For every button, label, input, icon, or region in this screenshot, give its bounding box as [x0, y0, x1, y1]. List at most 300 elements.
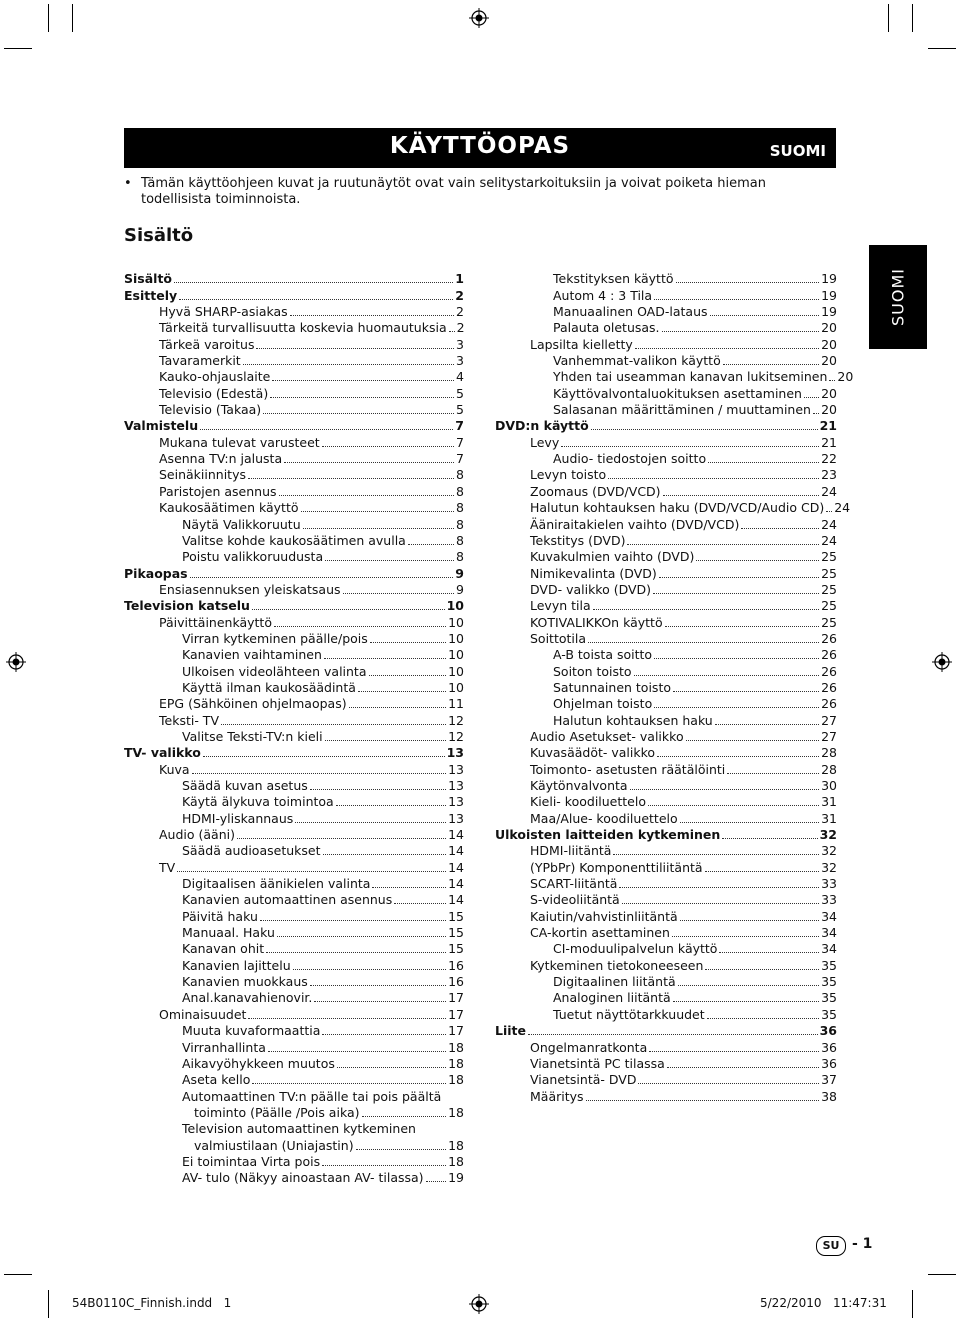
- toc-entry-page: 36: [821, 1055, 837, 1071]
- toc-entry-page: 9: [456, 581, 464, 597]
- toc-entry[interactable]: [495, 695, 837, 711]
- toc-entry-title: Säädä kuvan asetus: [182, 778, 308, 793]
- toc-entry-page: 26: [821, 647, 837, 663]
- toc-entry[interactable]: [495, 940, 837, 956]
- toc-entry-page: 10: [448, 647, 464, 663]
- toc-entry[interactable]: [124, 564, 464, 580]
- toc-leader-dots: [252, 1083, 446, 1084]
- toc-entry[interactable]: [495, 711, 837, 727]
- toc-entry[interactable]: [495, 597, 837, 613]
- toc-entry-title: Liite: [495, 1023, 526, 1039]
- crop-mark: [888, 4, 889, 32]
- toc-entry[interactable]: [124, 842, 464, 858]
- toc-entry-page: 13: [448, 778, 464, 793]
- toc-entry[interactable]: [495, 793, 837, 809]
- toc-leader-dots: [654, 658, 819, 659]
- toc-entry[interactable]: [124, 482, 464, 498]
- toc-entry[interactable]: [124, 401, 464, 417]
- toc-leader-dots: [663, 495, 820, 496]
- toc-leader-dots: [303, 528, 454, 529]
- toc-right-column: [495, 270, 854, 1104]
- toc-entry-title: Tärkeitä turvallisuutta koskevia huomautuksia: [159, 320, 447, 336]
- toc-entry-page: 3: [456, 353, 464, 369]
- toc-entry-title: Valmistelu: [124, 418, 199, 434]
- toc-entry-title: Soittotila: [530, 630, 587, 646]
- toc-entry[interactable]: [495, 809, 837, 825]
- toc-entry-title: Autom 4 : 3 Tila: [553, 287, 653, 303]
- toc-leader-dots: [301, 511, 455, 512]
- toc-entry[interactable]: [124, 793, 464, 809]
- toc-entry[interactable]: [495, 548, 837, 564]
- toc-entry[interactable]: [124, 989, 464, 1005]
- toc-entry-page: 18: [448, 1153, 464, 1169]
- toc-entry-page: 28: [821, 745, 837, 761]
- toc-entry[interactable]: [124, 907, 464, 923]
- toc-leader-dots: [325, 740, 447, 741]
- toc-entry[interactable]: [495, 989, 837, 1005]
- toc-entry-title: Halutun kohtauksen haku: [553, 712, 713, 728]
- toc-leader-dots: [266, 952, 446, 953]
- toc-entry[interactable]: [495, 891, 837, 907]
- toc-entry[interactable]: [495, 335, 837, 351]
- toc-entry-title: Kuvasäädöt- valikko: [530, 745, 656, 761]
- toc-entry[interactable]: [124, 499, 464, 515]
- toc-entry[interactable]: [124, 368, 464, 384]
- toc-entry-title: Tekstityksen käyttö: [553, 271, 674, 287]
- toc-entry[interactable]: [495, 532, 837, 548]
- toc-entry-page: 33: [821, 876, 837, 892]
- toc-entry-title: Yhden tai useamman kanavan lukitseminen: [553, 369, 828, 385]
- registration-mark-icon: [469, 1294, 489, 1314]
- side-tab-label: SUOMI: [888, 268, 908, 326]
- toc-leader-dots: [672, 936, 819, 937]
- toc-leader-dots: [203, 756, 445, 757]
- toc-entry-page: 26: [821, 696, 837, 712]
- toc-entry[interactable]: [124, 466, 464, 482]
- toc-leader-dots: [293, 969, 446, 970]
- crop-mark: [928, 1274, 956, 1275]
- language-label: SUOMI: [769, 142, 826, 160]
- toc-entry-title: Virranhallinta: [182, 1039, 266, 1055]
- toc-entry-title: Valitse kohde kaukosäätimen avulla: [182, 532, 406, 548]
- toc-entry-title: Zoomaus (DVD/VCD): [530, 483, 661, 499]
- language-badge: SU: [816, 1236, 846, 1256]
- toc-entry[interactable]: [495, 613, 837, 629]
- toc-entry-page: 17: [448, 1023, 464, 1039]
- toc-entry-title: Poistu valikkoruudusta: [182, 549, 324, 565]
- toc-entry-title: Sisältö: [124, 271, 173, 287]
- toc-entry-title: (YPbPr) Komponenttiliitäntä: [530, 859, 703, 875]
- toc-entry-title: Määritys: [530, 1088, 584, 1104]
- toc-leader-dots: [705, 871, 820, 872]
- toc-entry-title: Ulkoisten laitteiden kytkeminen: [495, 827, 721, 843]
- toc-leader-dots: [356, 1149, 447, 1150]
- toc-entry[interactable]: [124, 875, 464, 891]
- note: [124, 176, 824, 208]
- toc-entry-title: Satunnainen toisto: [553, 679, 671, 695]
- toc-entry-page: 20: [837, 369, 854, 385]
- toc-entry[interactable]: [495, 581, 837, 597]
- toc-entry[interactable]: [495, 924, 837, 940]
- toc-entry[interactable]: [495, 858, 837, 874]
- toc-leader-dots: [678, 985, 819, 986]
- toc-entry-title: Ei toimintaa Virta pois: [182, 1153, 321, 1169]
- toc-entry[interactable]: [495, 1087, 837, 1103]
- toc-entry-page: 4: [456, 369, 464, 385]
- toc-leader-dots: [324, 658, 446, 659]
- toc-leader-dots: [719, 952, 819, 953]
- toc-entry[interactable]: [124, 826, 464, 842]
- toc-entry-title: Päivittäinenkäyttö: [159, 614, 272, 630]
- toc-entry[interactable]: [124, 1071, 464, 1087]
- toc-entry[interactable]: [124, 679, 464, 695]
- toc-entry-title: Tuetut näyttötarkkuudet: [553, 1006, 705, 1022]
- toc-entry-title: Halutun kohtauksen haku (DVD/VCD/Audio CD): [530, 500, 825, 516]
- toc-entry-title: Kaiutin/vahvistinliitäntä: [530, 908, 678, 924]
- toc-entry-title: valmiustilaan (Uniajastin): [194, 1137, 354, 1153]
- toc-entry-page: 12: [448, 712, 464, 728]
- toc-entry[interactable]: [124, 303, 464, 319]
- toc-entry-title: Palauta oletusas.: [553, 320, 660, 336]
- toc-entry-page: 26: [821, 663, 837, 679]
- toc-leader-dots: [648, 805, 819, 806]
- toc-entry-title: Käyttövalvontaluokituksen asettaminen: [553, 385, 802, 401]
- toc-entry[interactable]: [124, 924, 464, 940]
- toc-entry[interactable]: [495, 466, 837, 482]
- toc-entry[interactable]: [124, 1120, 464, 1136]
- toc-entry[interactable]: [495, 728, 837, 744]
- bullet: •: [124, 176, 132, 191]
- crop-mark: [48, 4, 49, 32]
- toc-leader-dots: [627, 544, 819, 545]
- toc-entry[interactable]: [124, 613, 464, 629]
- toc-entry-page: 8: [456, 500, 464, 516]
- toc-entry[interactable]: [495, 646, 837, 662]
- toc-entry[interactable]: [495, 564, 837, 580]
- toc-entry[interactable]: [495, 401, 837, 417]
- toc-entry-page: 16: [448, 974, 464, 990]
- toc-entry-title: Käytä älykuva toimintoa: [182, 794, 334, 810]
- toc-entry-title: HDMI-liitäntä: [530, 843, 612, 859]
- toc-left-column: [124, 270, 464, 1185]
- toc-entry-title: Ongelmanratkonta: [530, 1039, 648, 1055]
- toc-entry-title: AV- tulo (Näkyy ainoastaan AV- tilassa): [182, 1170, 424, 1186]
- toc-leader-dots: [372, 887, 446, 888]
- toc-leader-dots: [192, 773, 447, 774]
- toc-entry-title: TV- valikko: [124, 745, 201, 761]
- toc-entry[interactable]: [124, 744, 464, 760]
- toc-entry-title: Ominaisuudet: [159, 1006, 247, 1022]
- toc-leader-dots: [248, 478, 454, 479]
- toc-entry-page: 9: [455, 565, 464, 581]
- toc-entry-page: 1: [455, 271, 464, 287]
- toc-entry[interactable]: [495, 760, 837, 776]
- toc-entry-title: Kanavien vaihtaminen: [182, 647, 322, 663]
- toc-entry-title: Analoginen liitäntä: [553, 990, 671, 1006]
- toc-entry[interactable]: [124, 1153, 464, 1169]
- toc-entry[interactable]: [495, 1005, 837, 1021]
- toc-entry-page: 14: [448, 843, 464, 859]
- toc-entry[interactable]: [495, 1022, 837, 1038]
- toc-entry[interactable]: [124, 515, 464, 531]
- toc-entry[interactable]: [495, 1038, 837, 1054]
- toc-entry-title: CA-kortin asettaminen: [530, 925, 670, 941]
- toc-entry-page: 13: [446, 745, 464, 761]
- toc-entry-page: 10: [448, 630, 464, 646]
- toc-entry[interactable]: [495, 842, 837, 858]
- toc-entry-title: Soiton toisto: [553, 663, 632, 679]
- toc-entry-title: Television automaattinen kytkeminen: [182, 1121, 416, 1137]
- registration-mark-icon: [932, 652, 952, 672]
- toc-leader-dots: [237, 838, 446, 839]
- toc-entry-page: 13: [448, 761, 464, 777]
- toc-entry-title: Digitaalinen liitäntä: [553, 974, 676, 990]
- toc-leader-dots: [705, 969, 819, 970]
- toc-entry[interactable]: [495, 679, 837, 695]
- toc-entry-title: Kanavan ohit: [182, 941, 265, 957]
- toc-entry-page: 14: [448, 876, 464, 892]
- toc-entry[interactable]: [124, 532, 464, 548]
- toc-entry[interactable]: [124, 1087, 464, 1103]
- toc-entry[interactable]: [495, 662, 837, 678]
- toc-entry-title: Automaattinen TV:n päälle tai pois päältä: [182, 1088, 442, 1104]
- toc-entry-title: Toimonto- asetusten räätälöinti: [530, 761, 726, 777]
- toc-entry[interactable]: [124, 973, 464, 989]
- toc-entry[interactable]: [495, 777, 837, 793]
- toc-leader-dots: [190, 577, 454, 578]
- toc-entry[interactable]: [124, 1022, 464, 1038]
- toc-leader-dots: [323, 854, 447, 855]
- toc-entry[interactable]: [495, 303, 837, 319]
- toc-leader-dots: [174, 282, 453, 283]
- toc-entry-page: 5: [456, 385, 464, 401]
- toc-entry-page: 18: [448, 1072, 464, 1088]
- toc-leader-dots: [394, 903, 446, 904]
- toc-entry[interactable]: [124, 433, 464, 449]
- crop-mark: [4, 48, 32, 49]
- toc-entry-page: 13: [448, 794, 464, 810]
- toc-leader-dots: [727, 773, 819, 774]
- toc-entry[interactable]: [495, 1071, 837, 1087]
- toc-leader-dots: [680, 822, 819, 823]
- toc-entry-page: 22: [821, 451, 837, 467]
- toc-entry-page: 10: [448, 614, 464, 630]
- toc-entry[interactable]: [124, 940, 464, 956]
- toc-entry-page: 23: [821, 467, 837, 483]
- toc-entry[interactable]: [495, 1055, 837, 1071]
- toc-entry[interactable]: [495, 368, 854, 385]
- toc-entry[interactable]: [124, 956, 464, 972]
- toc-leader-dots: [686, 740, 820, 741]
- toc-entry[interactable]: [124, 1055, 464, 1071]
- toc-entry[interactable]: [124, 384, 464, 400]
- toc-leader-dots: [177, 871, 446, 872]
- toc-leader-dots: [586, 1100, 820, 1101]
- toc-leader-dots: [314, 1001, 446, 1002]
- toc-leader-dots: [708, 462, 819, 463]
- crop-mark: [912, 4, 913, 32]
- toc-entry-page: 32: [819, 827, 837, 843]
- toc-entry[interactable]: [124, 891, 464, 907]
- toc-entry[interactable]: [495, 417, 837, 433]
- toc-entry[interactable]: [495, 450, 837, 466]
- toc-leader-dots: [343, 593, 455, 594]
- toc-entry[interactable]: [124, 319, 464, 335]
- toc-entry[interactable]: [495, 826, 837, 842]
- toc-entry[interactable]: [124, 1038, 464, 1054]
- toc-entry-page: 19: [821, 271, 837, 287]
- toc-entry[interactable]: [495, 384, 837, 400]
- toc-entry-page: 20: [821, 402, 837, 418]
- toc-entry[interactable]: [124, 1104, 464, 1120]
- crop-mark: [912, 1290, 913, 1318]
- toc-entry[interactable]: [124, 630, 464, 646]
- toc-leader-dots: [696, 560, 819, 561]
- toc-leader-dots: [659, 577, 819, 578]
- crop-mark: [48, 1290, 49, 1318]
- toc-entry[interactable]: [124, 417, 464, 433]
- toc-leader-dots: [322, 1034, 446, 1035]
- toc-entry-page: 8: [456, 516, 464, 532]
- toc-entry[interactable]: [124, 1169, 464, 1185]
- toc-entry[interactable]: [124, 711, 464, 727]
- toc-entry-page: 18: [448, 1104, 464, 1120]
- toc-entry[interactable]: [495, 270, 837, 286]
- toc-entry[interactable]: [124, 695, 464, 711]
- toc-entry-page: 34: [821, 941, 837, 957]
- toc-entry[interactable]: [124, 1005, 464, 1021]
- toc-entry[interactable]: [124, 597, 464, 613]
- toc-leader-dots: [630, 789, 820, 790]
- toc-entry[interactable]: [124, 581, 464, 597]
- toc-entry-title: Manuaalinen OAD-lataus: [553, 304, 708, 320]
- toc-entry-title: Kytkeminen tietokoneeseen: [530, 957, 704, 973]
- toc-entry-title: Ääniraitakielen vaihto (DVD/VCD): [530, 516, 740, 532]
- toc-entry-title: Vanhemmat-valikon käyttö: [553, 353, 721, 369]
- toc-entry[interactable]: [124, 286, 464, 302]
- toc-entry-page: 31: [821, 810, 837, 826]
- toc-entry-title: Nimikevalinta (DVD): [530, 565, 657, 581]
- toc-entry-title: Mukana tulevat varusteet: [159, 434, 320, 450]
- toc-entry[interactable]: [495, 499, 851, 516]
- toc-leader-dots: [279, 495, 455, 496]
- toc-entry-page: 31: [821, 794, 837, 810]
- toc-leader-dots: [622, 903, 819, 904]
- toc-leader-dots: [608, 478, 819, 479]
- toc-entry-page: 7: [456, 434, 464, 450]
- toc-entry-title: Virran kytkeminen päälle/pois: [182, 630, 368, 646]
- toc-entry[interactable]: [124, 777, 464, 793]
- toc-entry-title: Tavaramerkit: [159, 353, 241, 369]
- toc-entry-title: Audio (ääni): [159, 827, 235, 843]
- toc-entry-title: Lapsilta kielletty: [530, 336, 633, 352]
- toc-entry[interactable]: [124, 548, 464, 564]
- toc-entry-title: SCART-liitäntä: [530, 876, 618, 892]
- toc-entry[interactable]: [124, 662, 464, 678]
- toc-leader-dots: [723, 364, 819, 365]
- toc-entry-page: 36: [821, 1039, 837, 1055]
- toc-entry-title: Levyn toisto: [530, 467, 607, 483]
- toc-entry[interactable]: [495, 875, 837, 891]
- toc-entry[interactable]: [495, 973, 837, 989]
- toc-entry[interactable]: [124, 760, 464, 776]
- toc-entry-page: 35: [821, 957, 837, 973]
- toc-entry[interactable]: [495, 744, 837, 760]
- toc-entry[interactable]: [124, 1136, 464, 1152]
- toc-leader-dots: [426, 1181, 447, 1182]
- toc-entry[interactable]: [124, 809, 464, 825]
- toc-leader-dots: [804, 397, 819, 398]
- toc-entry[interactable]: [124, 450, 464, 466]
- toc-leader-dots: [272, 380, 454, 381]
- toc-entry-page: 35: [821, 974, 837, 990]
- toc-leader-dots: [638, 1083, 819, 1084]
- toc-entry[interactable]: [495, 286, 837, 302]
- toc-entry-page: 18: [448, 1137, 464, 1153]
- toc-leader-dots: [657, 756, 819, 757]
- toc-entry-title: Asenna TV:n jalusta: [159, 451, 283, 467]
- toc-entry-title: Ensiasennuksen yleiskatsaus: [159, 581, 341, 597]
- toc-entry-page: 21: [819, 418, 837, 434]
- toc-entry-page: 10: [448, 663, 464, 679]
- toc-leader-dots: [322, 1165, 446, 1166]
- toc-entry-title: HDMI-yliskannaus: [182, 810, 294, 826]
- toc-entry[interactable]: [495, 352, 837, 368]
- toc-entry-title: TV: [159, 859, 176, 875]
- toc-entry-page: 8: [456, 467, 464, 483]
- toc-entry[interactable]: [495, 482, 837, 498]
- toc-leader-dots: [829, 380, 835, 381]
- toc-entry-page: 26: [821, 630, 837, 646]
- toc-entry[interactable]: [495, 515, 837, 531]
- toc-entry-page: 34: [821, 908, 837, 924]
- toc-entry-page: 8: [456, 483, 464, 499]
- toc-entry[interactable]: [124, 352, 464, 368]
- toc-entry-title: S-videoliitäntä: [530, 892, 620, 908]
- toc-entry-title: KOTIVALIKKOn käyttö: [530, 614, 663, 630]
- toc-entry[interactable]: [495, 907, 837, 923]
- toc-entry[interactable]: [124, 858, 464, 874]
- toc-entry-page: 34: [821, 925, 837, 941]
- toc-leader-dots: [635, 348, 819, 349]
- toc-leader-dots: [528, 1034, 818, 1035]
- toc-entry[interactable]: [495, 956, 837, 972]
- toc-leader-dots: [710, 315, 820, 316]
- toc-entry[interactable]: [124, 728, 464, 744]
- toc-entry[interactable]: [495, 319, 837, 335]
- toc-entry[interactable]: [495, 630, 837, 646]
- toc-entry-title: Päivitä haku: [182, 908, 258, 924]
- toc-entry[interactable]: [495, 433, 837, 449]
- toc-entry-title: Käytönvalvonta: [530, 778, 628, 793]
- toc-entry-title: Kieli- koodiluettelo: [530, 794, 646, 810]
- toc-entry-title: A-B toista soitto: [553, 647, 653, 663]
- toc-entry[interactable]: [124, 270, 464, 286]
- toc-entry[interactable]: [124, 335, 464, 351]
- toc-entry-title: Televisio (Edestä): [159, 385, 269, 401]
- toc-entry[interactable]: [124, 646, 464, 662]
- toc-entry-page: 18: [448, 1039, 464, 1055]
- toc-entry-title: EPG (Sähköinen ohjelmaopas): [159, 696, 347, 712]
- toc-leader-dots: [634, 675, 820, 676]
- toc-entry-title: Levyn tila: [530, 598, 591, 614]
- toc-entry-page: 8: [456, 549, 464, 565]
- toc-entry-title: Esittely: [124, 287, 178, 303]
- toc-leader-dots: [260, 920, 446, 921]
- toc-entry-page: 19: [821, 304, 837, 320]
- toc-leader-dots: [268, 1051, 446, 1052]
- toc-entry-page: 2: [456, 304, 464, 320]
